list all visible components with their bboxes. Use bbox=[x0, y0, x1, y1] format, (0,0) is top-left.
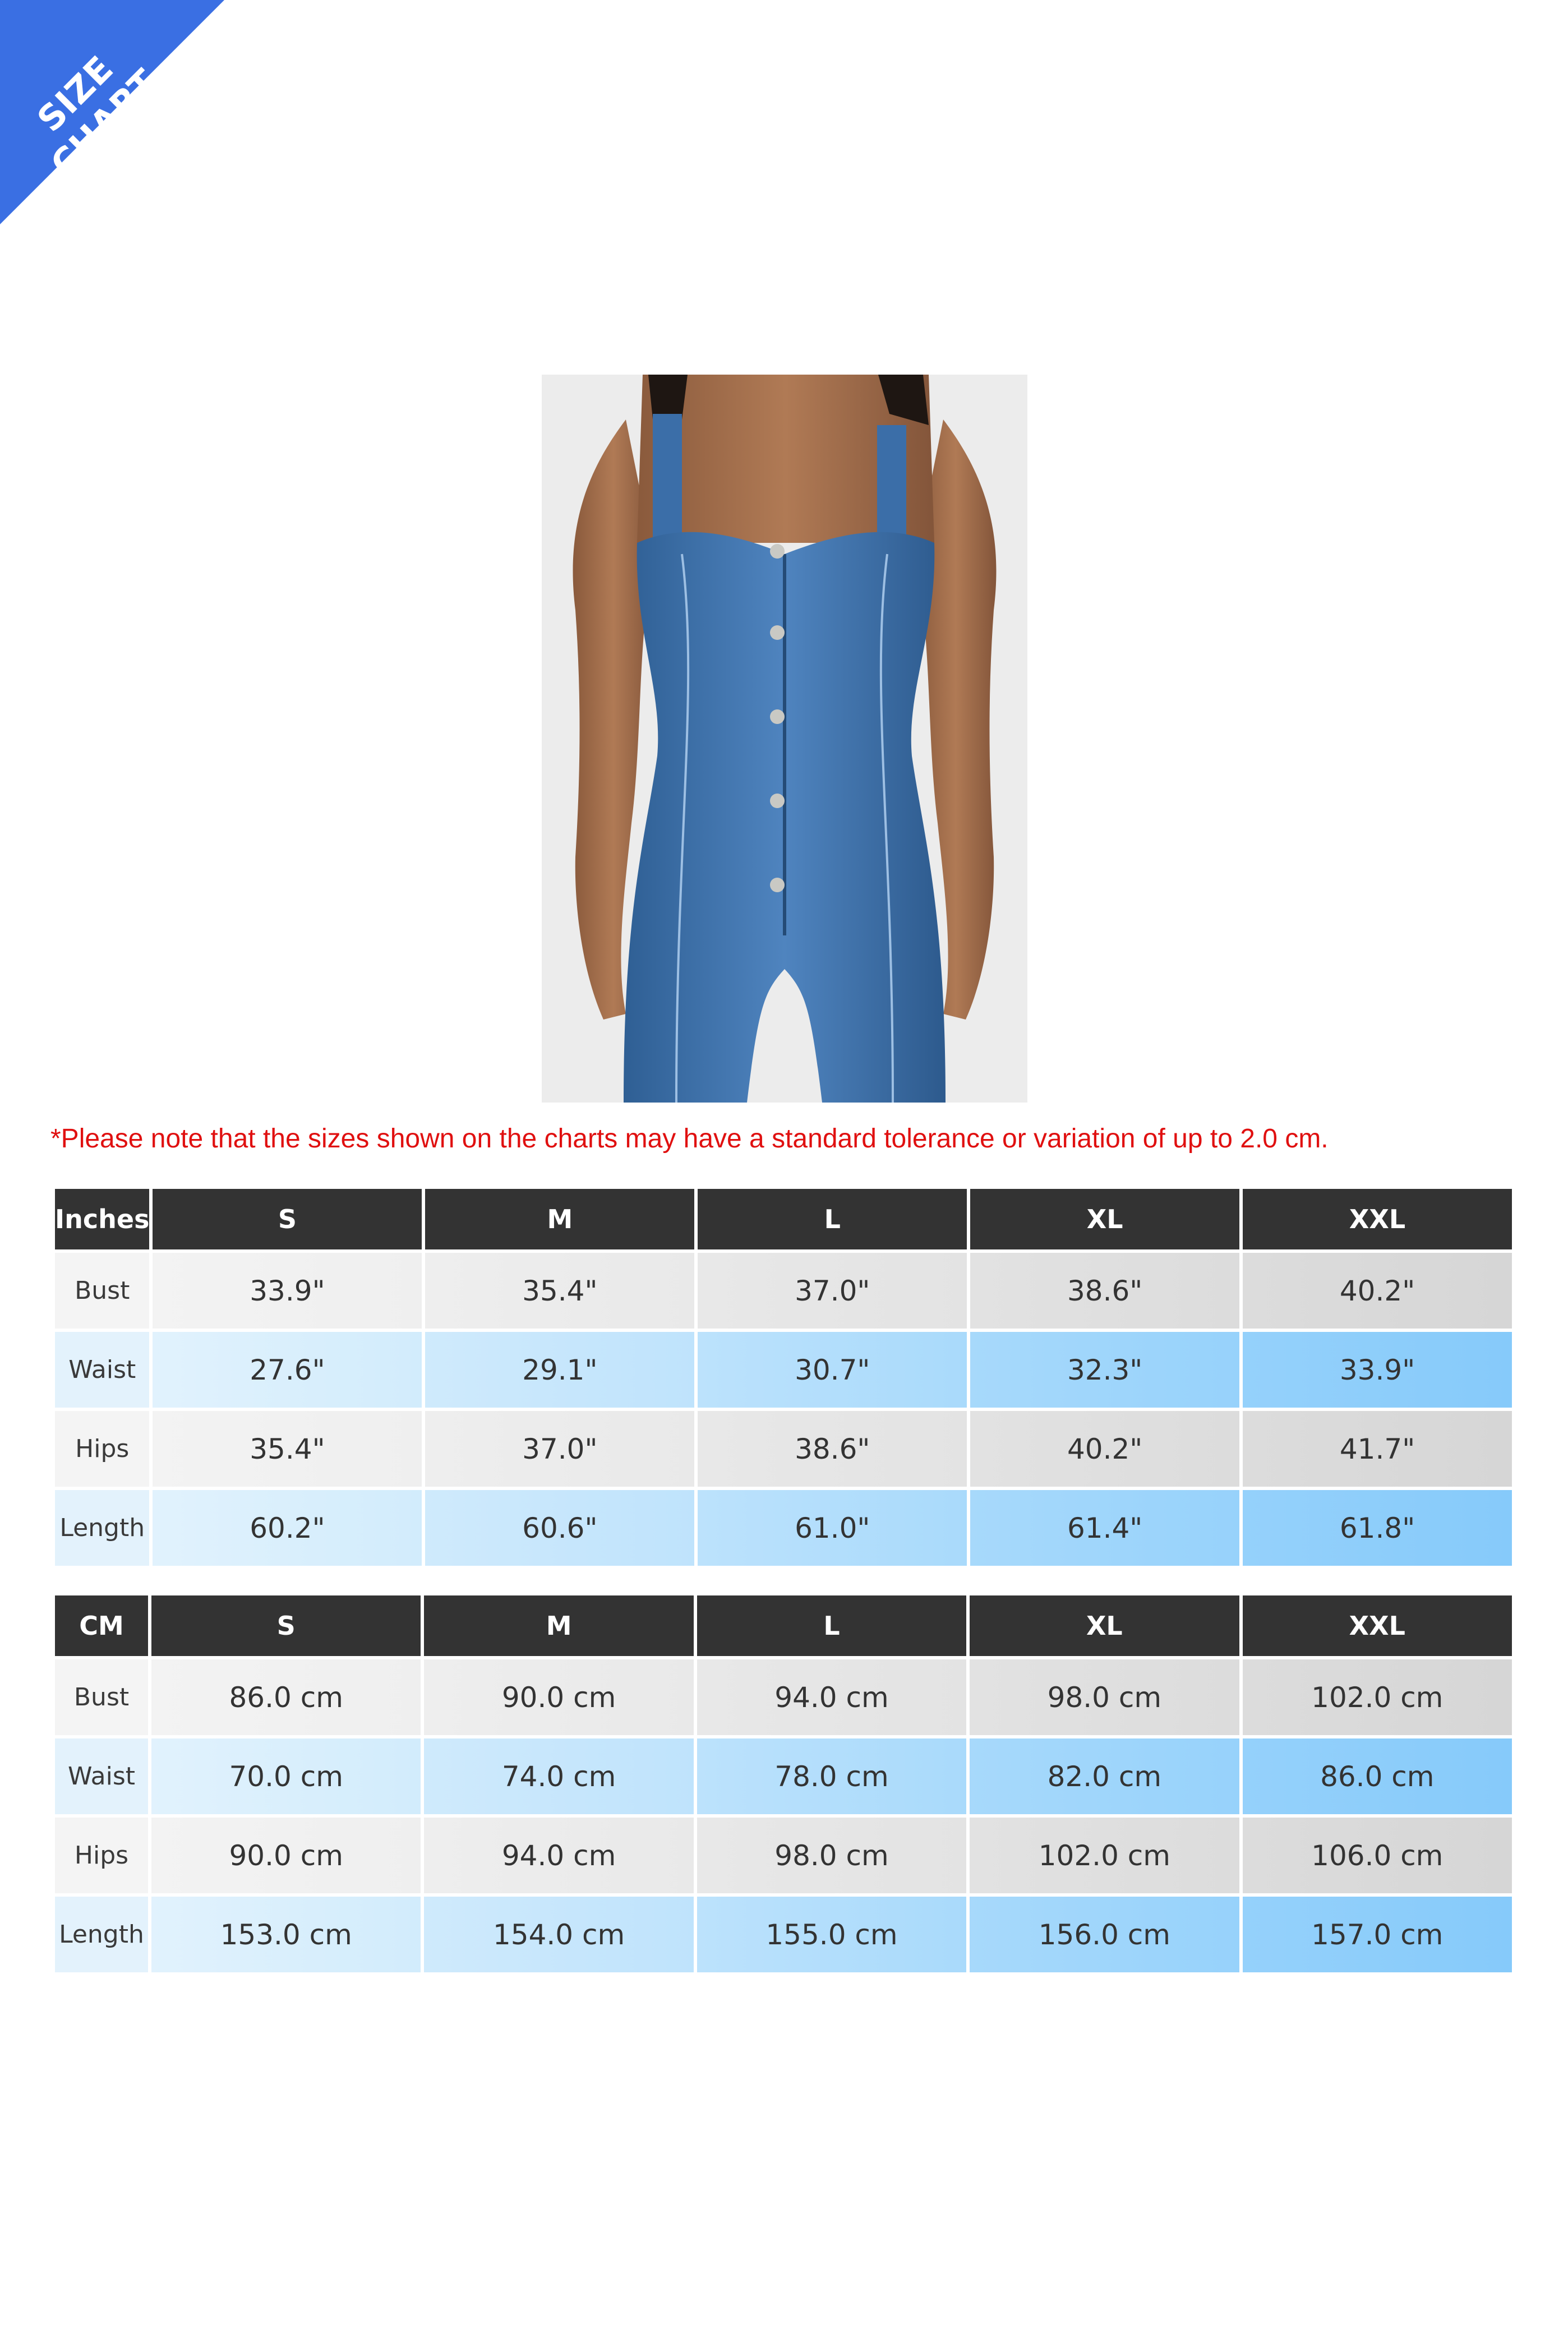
size-table-cm bbox=[52, 1592, 1515, 1976]
table-cell: 94.0 cm bbox=[697, 1659, 966, 1735]
table-row bbox=[55, 1332, 1512, 1408]
table-cell: 29.1" bbox=[425, 1332, 694, 1408]
table-cell: 70.0 cm bbox=[151, 1738, 421, 1814]
table-cell: 94.0 cm bbox=[424, 1818, 693, 1893]
row-label: Waist bbox=[55, 1332, 149, 1408]
row-label: Waist bbox=[55, 1738, 148, 1814]
table-cell: 37.0" bbox=[425, 1411, 694, 1487]
ribbon-label: SIZE CHART bbox=[29, 48, 166, 185]
size-tolerance-note: *Please note that the sizes shown on the charts may have a standard tolerance or variation of up to 2.0 cm. bbox=[50, 1124, 1329, 1154]
size-header-s: S bbox=[153, 1189, 422, 1249]
table-cell: 82.0 cm bbox=[970, 1738, 1239, 1814]
unit-header: CM bbox=[55, 1595, 148, 1656]
table-row bbox=[55, 1490, 1512, 1566]
table-header-row bbox=[55, 1189, 1512, 1249]
table-cell: 35.4" bbox=[153, 1411, 422, 1487]
table-cell: 32.3" bbox=[970, 1332, 1239, 1408]
table-cell: 61.4" bbox=[970, 1490, 1239, 1566]
table-cell: 61.8" bbox=[1243, 1490, 1512, 1566]
size-header-xxl: XXL bbox=[1243, 1595, 1512, 1656]
size-header-xxl: XXL bbox=[1243, 1189, 1512, 1249]
table-cell: 60.2" bbox=[153, 1490, 422, 1566]
table-cell: 27.6" bbox=[153, 1332, 422, 1408]
table-cell: 90.0 cm bbox=[151, 1818, 421, 1893]
table-row bbox=[55, 1659, 1512, 1735]
table-cell: 106.0 cm bbox=[1243, 1818, 1512, 1893]
table-cell: 40.2" bbox=[1243, 1253, 1512, 1329]
table-cell: 90.0 cm bbox=[424, 1659, 693, 1735]
size-header-m: M bbox=[424, 1595, 693, 1656]
table-cell: 30.7" bbox=[698, 1332, 967, 1408]
table-row bbox=[55, 1738, 1512, 1814]
size-header-s: S bbox=[151, 1595, 421, 1656]
size-chart-ribbon bbox=[0, 0, 236, 236]
table-cell: 155.0 cm bbox=[697, 1897, 966, 1972]
table-cell: 102.0 cm bbox=[1243, 1659, 1512, 1735]
table-cell: 86.0 cm bbox=[151, 1659, 421, 1735]
size-header-xl: XL bbox=[970, 1595, 1239, 1656]
table-cell: 86.0 cm bbox=[1243, 1738, 1512, 1814]
row-label: Bust bbox=[55, 1253, 149, 1329]
table-row bbox=[55, 1818, 1512, 1893]
table-cell: 37.0" bbox=[698, 1253, 967, 1329]
table-cell: 35.4" bbox=[425, 1253, 694, 1329]
table-cell: 102.0 cm bbox=[970, 1818, 1239, 1893]
size-table-inches bbox=[52, 1186, 1515, 1569]
size-header-l: L bbox=[697, 1595, 966, 1656]
table-cell: 157.0 cm bbox=[1243, 1897, 1512, 1972]
row-label: Length bbox=[55, 1897, 148, 1972]
denim-jumpsuit-illustration bbox=[542, 375, 1027, 1103]
table-cell: 74.0 cm bbox=[424, 1738, 693, 1814]
table-cell: 156.0 cm bbox=[970, 1897, 1239, 1972]
table-cell: 60.6" bbox=[425, 1490, 694, 1566]
table-cell: 153.0 cm bbox=[151, 1897, 421, 1972]
unit-header: Inches bbox=[55, 1189, 149, 1249]
size-header-xl: XL bbox=[970, 1189, 1239, 1249]
table-header-row bbox=[55, 1595, 1512, 1656]
table-cell: 98.0 cm bbox=[697, 1818, 966, 1893]
size-header-m: M bbox=[425, 1189, 694, 1249]
table-cell: 154.0 cm bbox=[424, 1897, 693, 1972]
row-label: Bust bbox=[55, 1659, 148, 1735]
table-cell: 40.2" bbox=[970, 1411, 1239, 1487]
table-cell: 98.0 cm bbox=[970, 1659, 1239, 1735]
row-label: Hips bbox=[55, 1411, 149, 1487]
product-photo bbox=[542, 375, 1027, 1103]
table-row bbox=[55, 1897, 1512, 1972]
row-label: Hips bbox=[55, 1818, 148, 1893]
table-cell: 33.9" bbox=[153, 1253, 422, 1329]
table-cell: 78.0 cm bbox=[697, 1738, 966, 1814]
row-label: Length bbox=[55, 1490, 149, 1566]
table-row bbox=[55, 1411, 1512, 1487]
table-cell: 61.0" bbox=[698, 1490, 967, 1566]
table-cell: 33.9" bbox=[1243, 1332, 1512, 1408]
table-row bbox=[55, 1253, 1512, 1329]
table-cell: 38.6" bbox=[698, 1411, 967, 1487]
table-cell: 41.7" bbox=[1243, 1411, 1512, 1487]
size-header-l: L bbox=[698, 1189, 967, 1249]
table-cell: 38.6" bbox=[970, 1253, 1239, 1329]
